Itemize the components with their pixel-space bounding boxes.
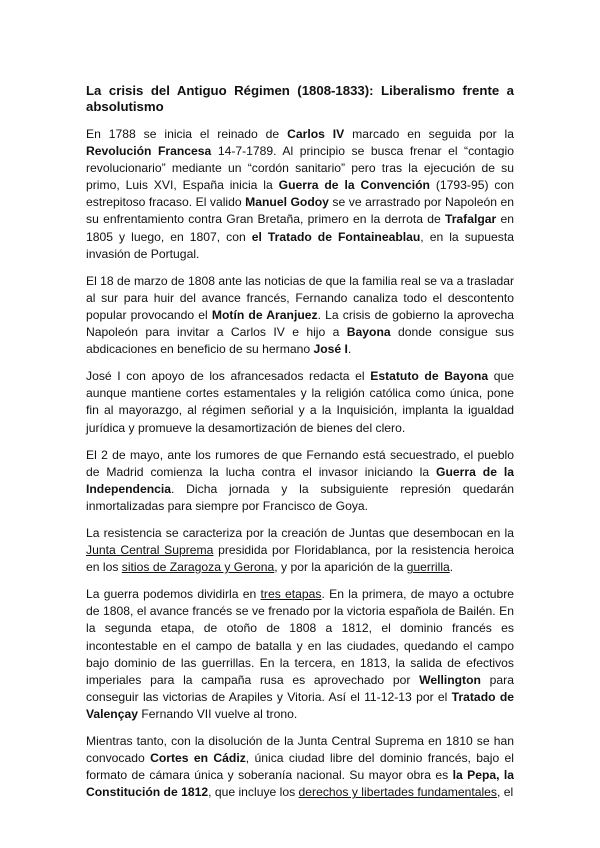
text-run: 14-7-1789. Al principio se busca frenar el “contagio revolucionario” mediante un “cordón sanitario” pero tras la ejecución de su primo, Luis XVI, España inicia la — [86, 144, 515, 193]
paragraph-7 — [86, 733, 514, 801]
underlined-term: guerrilla — [406, 560, 450, 575]
text-run: , que incluye los — [208, 785, 299, 800]
bold-term: Trafalgar — [444, 212, 497, 227]
text-run: , y por la aparición de la — [274, 560, 407, 575]
text-run: . Dicha jornada y la subsiguiente represión quedarán inmortalizadas para siempre por Francisco de Goya. — [86, 481, 514, 513]
text-run: El 2 de mayo, ante los rumores de que Fernando está secuestrado, el pueblo de Madrid comienza la lucha contra el invasor iniciando la — [86, 447, 514, 479]
text-run: La resistencia se caracteriza por la creación de Juntas que desembocan en la — [86, 525, 514, 540]
bold-term: Manuel Godoy — [245, 195, 329, 210]
bold-term: la Pepa, la Constitución de 1812 — [86, 768, 514, 800]
text-run: que aunque mantiene cortes estamentales y la religión católica como única, pone fin al mayorazgo, al régimen señorial y a la Inquisición, implanta la igualdad jurídica y promueve la desamortización de bienes del clero. — [86, 369, 514, 435]
text-run: . — [449, 560, 454, 575]
bold-term: Guerra de la Independencia — [86, 464, 514, 496]
text-run: se ve arrastrado por Napoleón en su enfrentamiento contra Gran Bretaña, primero en la derrota de — [86, 195, 514, 227]
text-run: marcado en seguida por la — [344, 127, 514, 141]
bold-term: Tratado de Valençay — [86, 689, 514, 721]
bold-term: el Tratado de Fontaineablau — [251, 229, 421, 244]
paragraph-5 — [86, 525, 514, 576]
document-title: La crisis del Antiguo Régimen (1808-1833): Liberalismo frente a absolutismo — [86, 83, 514, 114]
text-run: en 1805 y luego, en 1807, con — [86, 212, 514, 244]
bold-term: Estatuto de Bayona — [370, 369, 489, 384]
text-run: . — [347, 342, 352, 357]
text-run: , el — [496, 785, 514, 800]
text-run: (1793-95) con estrepitoso fracaso. El valido — [86, 178, 514, 210]
text-run: , en la supuesta invasión de Portugal. — [86, 229, 514, 261]
paragraph-3 — [86, 368, 514, 436]
text-run: , única ciudad libre del dominio francés, bajo el formato de cámara única y soberanía nacional. Su mayor obra es — [86, 751, 514, 783]
document-page — [86, 83, 514, 811]
bold-term: José I — [313, 342, 348, 357]
paragraph-1 — [86, 126, 514, 263]
bold-term: Guerra de la Convención — [278, 178, 430, 193]
text-run: . La crisis de gobierno la aprovecha Napoleón para invitar a Carlos IV e hijo a — [86, 307, 514, 340]
text-run: La guerra podemos dividirla en — [86, 587, 261, 602]
bold-term: Carlos IV — [287, 127, 345, 141]
text-run: Mientras tanto, con la disolución de la Junta Central Suprema en 1810 se han convocado — [86, 734, 514, 766]
text-run: . En la primera, de mayo a octubre de 1808, el avance francés se ve frenado por la victoria española de Bailén. En la segunda etapa, de otoño de 1808 a 1812, el dominio francés es incontestable en el campo de batalla y en las ciudades, quedando el campo bajo dominio de las guerrillas. En la tercera, en 1813, la salida de efectivos imperiales para la campaña rusa es aprovechado por — [86, 587, 514, 687]
bold-term: Bayona — [346, 325, 391, 340]
text-run: El 18 de marzo de 1808 ante las noticias de que la familia real se va a trasladar al sur para huir del avance francés, Fernando canaliza todo el descontento popular provocando el — [86, 273, 514, 322]
text-run: En 1788 se inicia el reinado de — [86, 127, 288, 141]
bold-term: Revolución Francesa — [86, 144, 212, 159]
bold-term: Cortes en Cádiz — [150, 751, 246, 766]
underlined-term: sitios de Zaragoza y Gerona — [121, 560, 275, 575]
text-run: donde consigue sus abdicaciones en beneficio de su hermano — [86, 325, 514, 357]
text-run: para conseguir las victorias de Arapiles y Vitoria. Así el 11-12-13 por el — [86, 672, 514, 704]
text-run: presidida por Floridablanca, por la resistencia heroica en los — [86, 543, 514, 575]
bold-term: Wellington — [419, 672, 481, 687]
underlined-term: derechos y libertades fundamentales — [298, 785, 497, 800]
underlined-term: tres etapas — [260, 587, 322, 602]
paragraph-4 — [86, 447, 514, 515]
underlined-term: Junta Central Suprema — [86, 543, 214, 558]
paragraph-2 — [86, 273, 514, 358]
paragraph-6 — [86, 586, 514, 723]
text-run: José I con apoyo de los afrancesados redacta el — [86, 369, 371, 384]
bold-term: Motín de Aranjuez — [211, 307, 318, 322]
text-run: Fernando VII vuelve al trono. — [137, 706, 298, 721]
